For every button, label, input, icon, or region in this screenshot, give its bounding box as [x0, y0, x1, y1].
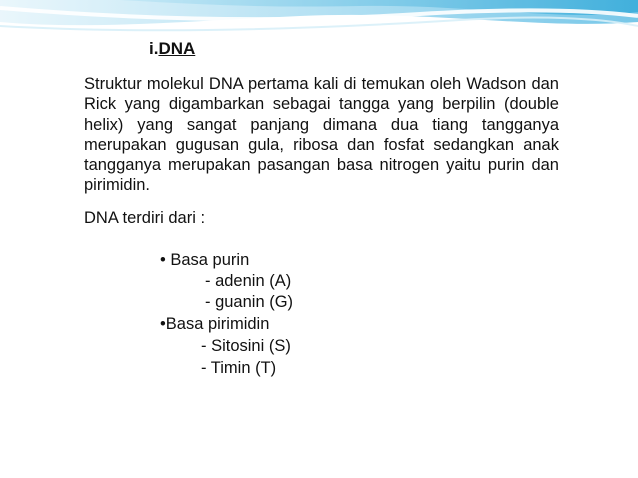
list-item-basa-pirimidin: •Basa pirimidin [160, 315, 270, 333]
list-item-basa-purin: • Basa purin [160, 251, 250, 269]
list-subitem-sitosini: - Sitosini (S) [201, 337, 291, 355]
slide-title [149, 38, 195, 60]
dna-composition-intro: DNA terdiri dari : [84, 209, 206, 227]
list-subitem-adenin: - adenin (A) [205, 272, 292, 290]
title-text: DNA [158, 39, 196, 58]
list-subitem-timin: - Timin (T) [201, 359, 277, 377]
header-swoosh-decoration [0, 0, 638, 40]
list-subitem-guanin: - guanin (G) [205, 293, 294, 311]
dna-description-paragraph: Struktur molekul DNA pertama kali di temukan oleh Wadson dan Rick yang digambarkan sebagai tangga yang berpilin (double helix) yang sangat panjang dimana dua tiang tangganya merupakan gugusan gula, ribosa dan fosfat sedangkan anak tangganya merupakan pasangan basa nitrogen yaitu purin dan pirimidin. [84, 75, 559, 195]
title-prefix: i. [149, 39, 159, 58]
